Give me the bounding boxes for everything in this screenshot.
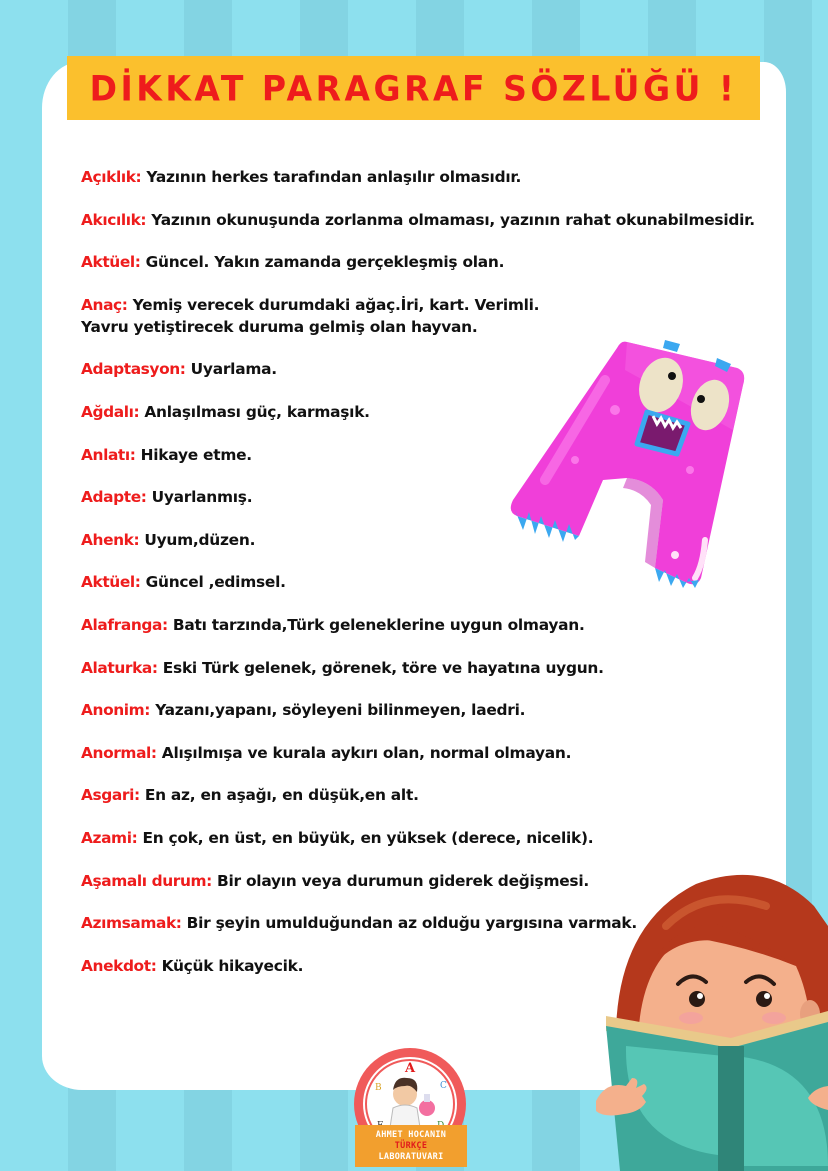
entry-definition: Batı tarzında,Türk geleneklerine uygun olmayan.: [172, 615, 585, 634]
logo-letter-c: C: [440, 1081, 447, 1091]
logo-line-2: TÜRKÇE: [394, 1140, 428, 1151]
entry-term: Ağdalı:: [81, 402, 140, 421]
entry-definition: Güncel ,edimsel.: [145, 573, 286, 592]
entry-term: Aşamalı durum:: [81, 871, 212, 890]
entry-definition: Yazanı,yapanı, söyleyeni bilinmeyen, laedri.: [155, 701, 526, 720]
logo-line-1: AHMET HOCANIN: [375, 1129, 447, 1140]
entry-term: Anormal:: [81, 743, 157, 762]
entry-definition: Yazının okunuşunda zorlanma olmaması, yazının rahat okunabilmesidir.: [151, 210, 755, 229]
entry-definition: Hikaye etme.: [140, 445, 252, 464]
glossary-entry: [81, 784, 781, 806]
entry-definition: Yazının herkes tarafından anlaşılır olmasıdır.: [146, 168, 522, 186]
entry-term: Azımsamak:: [81, 914, 182, 933]
entry-term: Anaç:: [81, 295, 128, 314]
entry-term: Alaturka:: [81, 658, 158, 677]
entry-term: Anonim:: [81, 701, 151, 720]
entry-term: Azami:: [81, 828, 138, 847]
glossary-entry: [81, 657, 781, 679]
entry-definition: En az, en aşağı, en düşük,en alt.: [144, 786, 419, 805]
entry-definition: En çok, en üst, en büyük, en yüksek (derece, nicelik).: [142, 828, 594, 847]
entry-definition: Eski Türk gelenek, görenek, töre ve hayatına uygun.: [162, 658, 604, 677]
entry-term: Anlatı:: [81, 445, 136, 464]
entry-definition: Küçük hikayecik.: [161, 956, 304, 975]
entry-definition: Uyarlama.: [190, 360, 277, 379]
entry-term: Adapte:: [81, 488, 147, 507]
entry-term: Alafranga:: [81, 615, 168, 634]
entry-definition: Bir şeyin umulduğundan az olduğu yargısına varmak.: [186, 914, 637, 933]
logo-letter-a: A: [404, 1061, 416, 1076]
girl-reading-book-illustration: [596, 866, 828, 1171]
logo-banner: [355, 1125, 467, 1167]
glossary-entry: [81, 209, 781, 231]
logo-line-3: LABORATUVARI: [378, 1151, 444, 1162]
entry-definition-line2: Yavru yetiştirecek duruma gelmiş olan hayvan.: [81, 317, 478, 336]
glossary-entry: [81, 742, 781, 764]
entry-term: Asgari:: [81, 786, 140, 805]
entry-definition: Uyarlanmış.: [151, 488, 253, 507]
page-title: DİKKAT PARAGRAF SÖZLÜĞÜ !: [89, 67, 738, 109]
entry-definition: Uyum,düzen.: [144, 530, 256, 549]
entry-term: Anekdot:: [81, 956, 157, 975]
entry-term: Aktüel:: [81, 253, 141, 272]
entry-definition: Alışılmışa ve kurala aykırı olan, normal olmayan.: [161, 743, 572, 762]
glossary-entry: [81, 699, 781, 721]
entry-term: Aktüel:: [81, 573, 141, 592]
glossary-entry: [81, 827, 781, 849]
entry-definition: Bir olayın veya durumun giderek değişmesi.: [217, 871, 589, 890]
entry-definition: Anlaşılması güç, karmaşık.: [144, 402, 370, 421]
entry-definition: Yemiş verecek durumdaki ağaç.İri, kart. Verimli.: [132, 295, 540, 314]
entry-term: Ahenk:: [81, 530, 140, 549]
glossary-entry: [81, 251, 781, 273]
title-banner: [67, 56, 760, 120]
entry-definition: Güncel. Yakın zamanda gerçekleşmiş olan.: [145, 253, 505, 272]
letter-a-monster-illustration: [505, 330, 755, 590]
glossary-entry: [81, 166, 781, 188]
entry-term: Adaptasyon:: [81, 360, 186, 379]
logo-letter-b: B: [375, 1083, 382, 1093]
entry-term: Akıcılık:: [81, 210, 147, 229]
entry-term: Açıklık:: [81, 168, 142, 186]
glossary-entry: [81, 614, 781, 636]
